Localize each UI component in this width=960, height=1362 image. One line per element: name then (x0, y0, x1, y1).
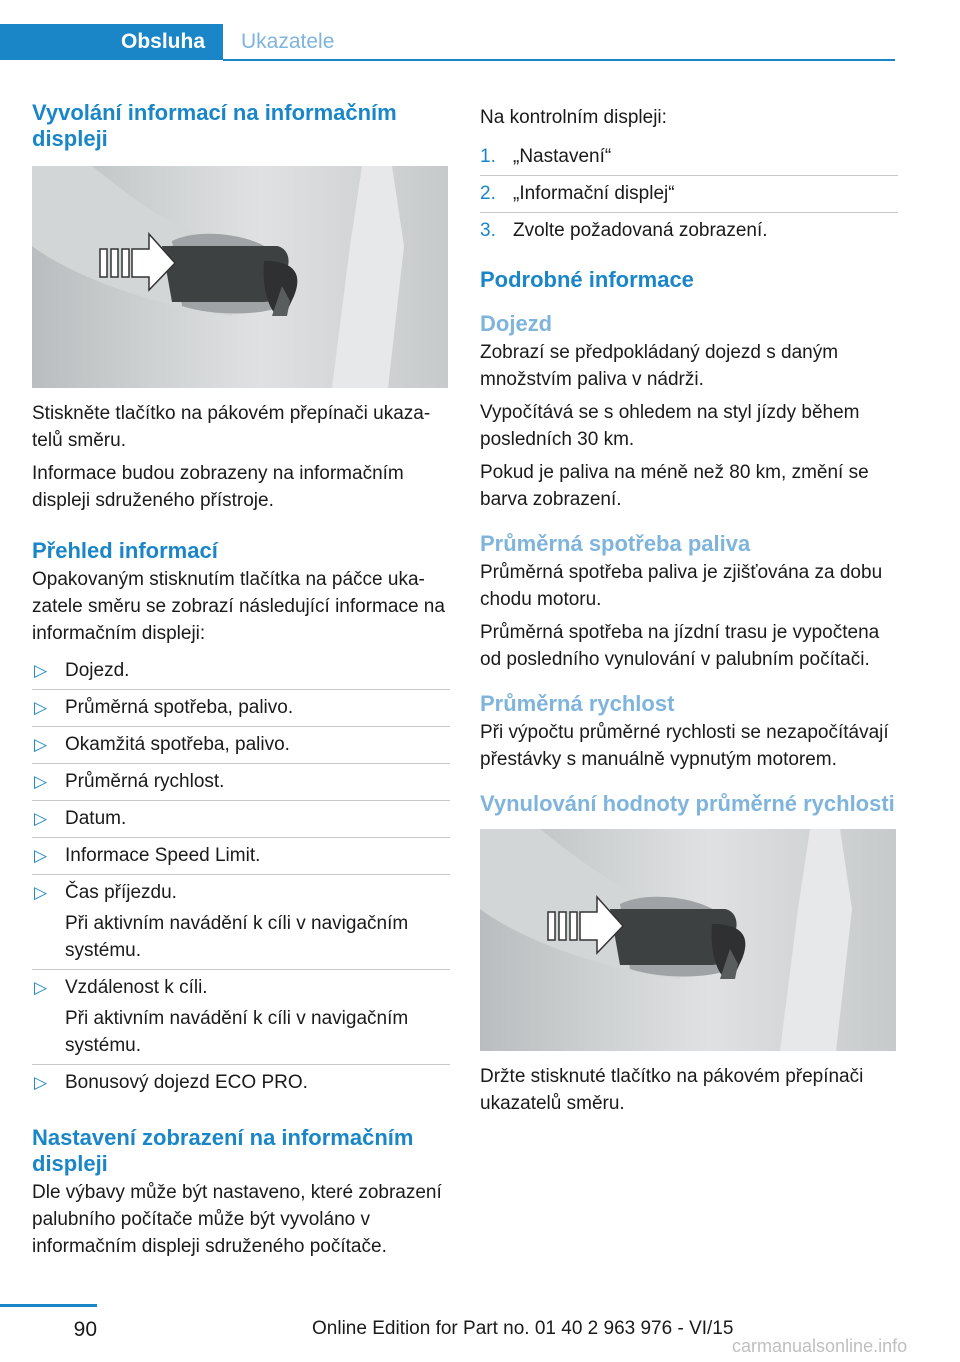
paragraph-spotreba-2: Průměrná spotřeba na jízdní trasu je vypočtena od posledního vynulování v palubním počítači. (480, 622, 880, 670)
paragraph-spotreba-1: Průměrná spotřeba paliva je zjišťována za dobu chodu motoru. (480, 562, 883, 610)
list-item: ▷ Dojezd. (32, 653, 450, 690)
paragraph-hold-button: Držte stisknuté tlačítko na pákovém přepínači ukazatelů směru. (480, 1066, 864, 1114)
triangle-icon: ▷ (34, 698, 48, 717)
edition-footer: Online Edition for Part no. 01 40 2 963 976 - VI/15 (312, 1318, 734, 1339)
subheading-dojezd: Dojezd (480, 311, 553, 336)
triangle-icon: ▷ (34, 846, 48, 865)
step-item: 3. Zvolte požadovaná zobrazení. (480, 220, 768, 241)
section-heading-vyvolani: Vyvolání informací na informačním displeji (32, 100, 397, 151)
tab-ukazatele[interactable]: Ukazatele (241, 30, 335, 53)
triangle-icon: ▷ (34, 661, 48, 680)
triangle-icon: ▷ (34, 809, 48, 828)
triangle-icon: ▷ (34, 772, 48, 791)
turn-signal-lever-illustration (32, 166, 448, 388)
paragraph-repeated-press: Opakovaným stisknutím tlačítka na páčce ukazatele směru se zobrazí následující informace na informačním displeji: (32, 569, 445, 644)
list-item: ▷ Datum. (32, 801, 450, 838)
paragraph-rychlost: Při výpočtu průměrné rychlosti se nezapočítávají přestávky s manuálně vypnutým motorem. (480, 722, 889, 770)
subheading-vynulovani: Vynulování hodnoty průměrné rychlosti (480, 791, 895, 816)
lever-illustration-svg (480, 829, 896, 1051)
right-column (480, 104, 898, 1123)
list-item: ▷ Vzdálenost k cíli. Při aktivním navádění k cíli v navigačním systému. (32, 970, 450, 1065)
tab-obsluha[interactable]: Obsluha (0, 24, 223, 60)
list-item: ▷ Průměrná spotřeba, palivo. (32, 690, 450, 727)
paragraph-dojezd-1: Zobrazí se předpokládaný dojezd s daným množstvím paliva v nádrži. (480, 342, 839, 390)
list-item-note: Při aktivním navádění k cíli v navigačním systému. (65, 1008, 409, 1056)
left-column (32, 100, 450, 1266)
triangle-icon: ▷ (34, 883, 48, 902)
page-header (0, 24, 895, 62)
paragraph-dojezd-2: Vypočítává se s ohledem na styl jízdy během posledních 30 km. (480, 402, 860, 450)
list-item: ▷ Průměrná rychlost. (32, 764, 450, 801)
steps-list (480, 139, 898, 249)
section-heading-podrobne: Podrobné informace (480, 267, 694, 292)
lever-illustration-svg (32, 166, 448, 388)
list-item: ▷ Okamžitá spotřeba, palivo. (32, 727, 450, 764)
turn-signal-lever-illustration-reset (480, 829, 896, 1051)
triangle-icon: ▷ (34, 978, 48, 997)
triangle-icon: ▷ (34, 1073, 48, 1092)
subheading-prumerna-rychlost: Průměrná rychlost (480, 691, 675, 716)
paragraph-dojezd-3: Pokud je paliva na méně než 80 km, změní se barva zobrazení. (480, 462, 869, 510)
step-item: 1. „Nastavení“ (480, 139, 898, 176)
section-heading-nastaveni: Nastavení zobrazení na informačním displeji (32, 1125, 414, 1176)
section-heading-prehled: Přehled informací (32, 538, 218, 563)
paragraph-control-display: Na kontrolním displeji: (480, 107, 667, 128)
subheading-prumerna-spotreba: Průměrná spotřeba paliva (480, 531, 751, 556)
paragraph-press-button: Stiskněte tlačítko na pákovém přepínači ukazatelů směru. (32, 403, 431, 451)
triangle-icon: ▷ (34, 735, 48, 754)
header-divider (223, 59, 895, 61)
paragraph-settings: Dle výbavy může být nastaveno, které zobrazení palubního počítače může být vyvoláno v informačním displeji sdruženého počítače. (32, 1182, 442, 1257)
page-number: 90 (73, 1318, 97, 1341)
step-item: 2. „Informační displej“ (480, 176, 898, 213)
list-item: ▷ Informace Speed Limit. (32, 838, 450, 875)
list-item: ▷ Čas příjezdu. Při aktivním navádění k cíli v navigačním systému. (32, 875, 450, 970)
paragraph-info-displayed: Informace budou zobrazeny na informačním displeji sdruženého přístroje. (32, 463, 404, 511)
watermark: carmanualsonline.info (732, 1336, 908, 1356)
info-list (32, 653, 450, 1101)
list-item-note: Při aktivním navádění k cíli v navigačním systému. (65, 913, 409, 961)
page-number-rule (0, 1304, 97, 1307)
list-item: ▷ Bonusový dojezd ECO PRO. (32, 1065, 450, 1101)
